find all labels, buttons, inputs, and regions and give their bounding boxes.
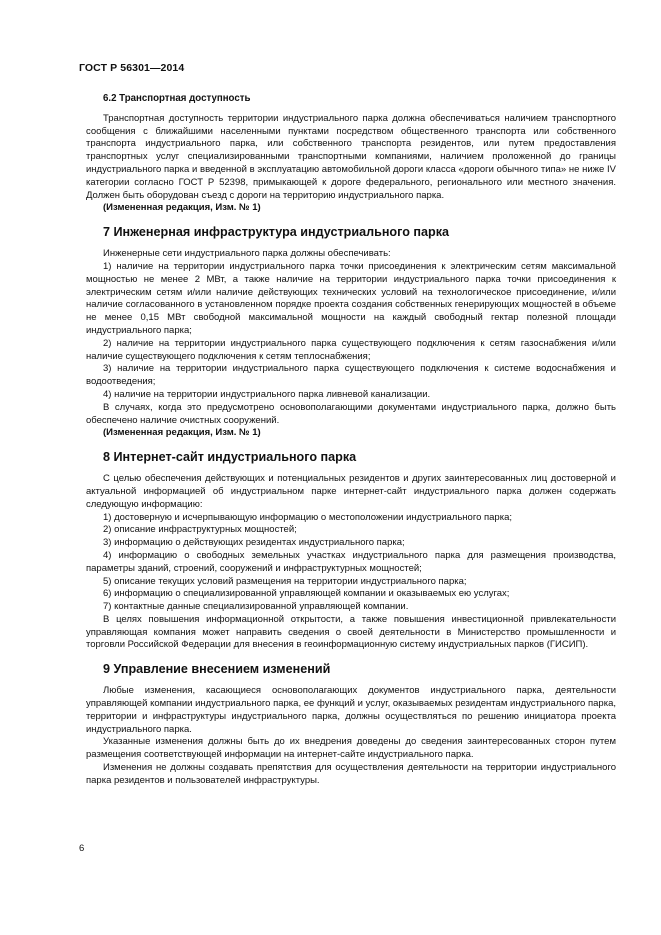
- paragraph: Изменения не должны создавать препятствия для осуществления деятельности на территории индустриального парка резидентов и пользователей инфраструктуры.: [86, 762, 616, 786]
- section-6-2: [86, 93, 616, 215]
- section-7-title: 7 Инженерная инфраструктура индустриального парка: [103, 225, 449, 240]
- list-item: 3) наличие на территории индустриального парка существующего подключения к системе водоснабжения и водоотведения;: [86, 363, 616, 388]
- list-item: 2) описание инфраструктурных мощностей;: [103, 524, 297, 536]
- list-item: 5) описание текущих условий размещения на территории индустриального парка;: [103, 575, 467, 587]
- amendment-note: (Измененная редакция, Изм. № 1): [103, 202, 261, 214]
- paragraph: Инженерные сети индустриального парка должны обеспечивать:: [103, 248, 391, 260]
- section-9: [86, 662, 616, 787]
- paragraph: В случаях, когда это предусмотрено основополагающими документами индустриального парка, должно быть обеспечено наличие очистных сооружений.: [86, 401, 616, 426]
- paragraph: Указанные изменения должны быть до их внедрения доведены до сведения заинтересованных сторон путем размещения соответствующей информации на интернет-сайте индустриального парка.: [86, 736, 616, 761]
- section-6-2-title: 6.2 Транспортная доступность: [103, 93, 251, 104]
- section-8-title: 8 Интернет-сайт индустриального парка: [103, 450, 357, 465]
- section-8: [86, 450, 616, 652]
- amendment-note: (Измененная редакция, Изм. № 1): [103, 427, 261, 439]
- list-item: 1) наличие на территории индустриального парка точки присоединения к электрическим сетям максимальной мощностью не менее 2 МВт, а также наличие на территории индустриального парка точки присоединения к электрическим сетям и/или наличие действующих технических условий на технологическое присоединение, и/или наличие согласованного в установленном порядке проекта создания собственных генерирующих мощностей в объеме не менее 0,15 МВт свободной максимальной мощности на каждый свободный гектар полезной площади индустриального парка;: [86, 260, 616, 336]
- paragraph: С целью обеспечения действующих и потенциальных резидентов и других заинтересованных лиц достоверной и актуальной информацией об индустриальном парке интернет-сайт индустриального парка должен содержать следующую информацию:: [86, 473, 616, 510]
- list-item: 4) информацию о свободных земельных участках индустриального парка для размещения производства, параметры зданий, строений, сооружений и инфраструктурных мощностей;: [86, 549, 616, 574]
- paragraph: Транспортная доступность территории индустриального парка должна обеспечиваться наличием транспортного сообщения с ближайшими населенными пунктами посредством общественного транспорта или собственного транспорта индустриального парка, или собственного транспорта резидентов, или путем предоставления транспортных услуг специализированными транспортными компаниями, наличием проложенной до границы индустриального парка и введенной в эксплуатацию автомобильной дороги класса «дороги обычного типа» не ниже IV категории согласно ГОСТ Р 52398, примыкающей к дороге федерального, регионального или местного значения. Должен быть оборудован съезд с дороги на территорию индустриального парка.: [86, 112, 616, 201]
- list-item: 3) информацию о действующих резидентах индустриального парка;: [103, 537, 405, 549]
- section-9-title: 9 Управление внесением изменений: [103, 662, 331, 677]
- list-item: 1) достоверную и исчерпывающую информацию о местоположении индустриального парка;: [103, 511, 513, 523]
- section-7: [86, 225, 616, 440]
- document-body: [86, 93, 616, 788]
- page-number: 6: [79, 843, 85, 854]
- paragraph: Любые изменения, касающиеся основополагающих документов индустриального парка, деятельности управляющей компании индустриального парка, ее функций и услуг, оказываемых резидентам индустриального парка, территории и инфраструктуры индустриального парка, должны осуществляться по решению инициатора проекта индустриального парка.: [86, 685, 616, 735]
- paragraph: В целях повышения информационной открытости, а также повышения инвестиционной привлекательности управляющая компания может направить сведения о своей деятельности в Министерство промышленности и торговли Российской Федерации для внесения в геоинформационную систему индустриальных парков (ГИСИП).: [86, 613, 616, 651]
- list-item: 4) наличие на территории индустриального парка ливневой канализации.: [103, 388, 431, 400]
- list-item: 7) контактные данные специализированной управляющей компании.: [103, 601, 409, 613]
- list-item: 2) наличие на территории индустриального парка существующего подключения к сетям газоснабжения и/или наличие существующего подключения к сетям теплоснабжения;: [86, 337, 616, 362]
- list-item: 6) информацию о специализированной управляющей компании и оказываемых ею услугах;: [103, 588, 510, 600]
- document-header: ГОСТ Р 56301—2014: [79, 62, 185, 74]
